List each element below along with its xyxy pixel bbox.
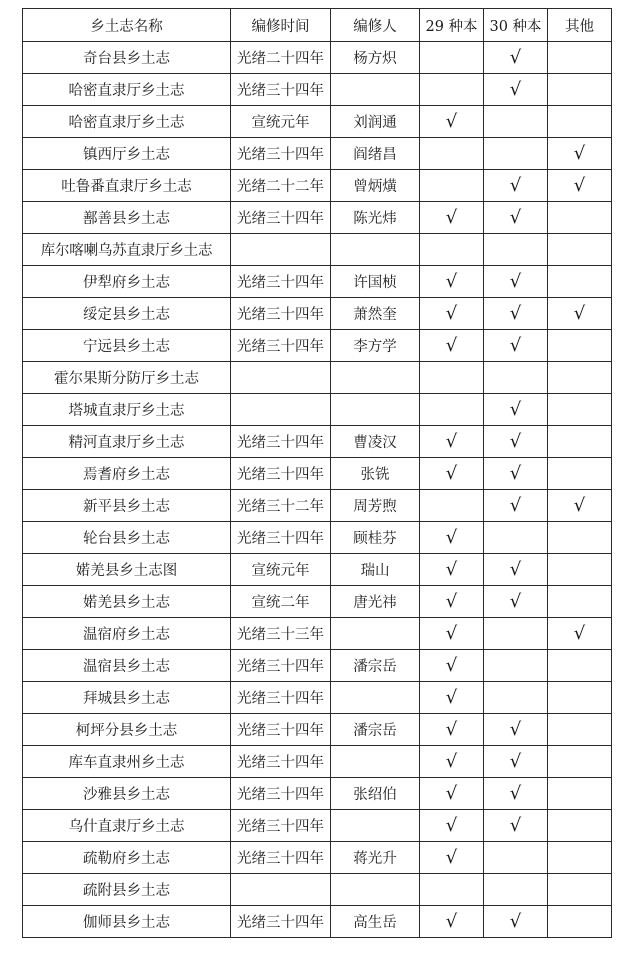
cell-time: 宣统元年 — [231, 554, 331, 586]
cell-name: 伊犁府乡土志 — [23, 266, 231, 298]
cell-other — [548, 458, 612, 490]
cell-name: 疏附县乡土志 — [23, 874, 231, 906]
cell-name: 新平县乡土志 — [23, 490, 231, 522]
header-time: 编修时间 — [231, 9, 331, 42]
cell-editor: 曹凌汉 — [331, 426, 420, 458]
cell-name: 鄯善县乡土志 — [23, 202, 231, 234]
cell-29-edition — [420, 394, 484, 426]
cell-30-edition — [484, 874, 548, 906]
cell-29-edition: √ — [420, 746, 484, 778]
cell-other — [548, 810, 612, 842]
cell-other — [548, 682, 612, 714]
cell-name: 婼羌县乡土志图 — [23, 554, 231, 586]
header-name: 乡土志名称 — [23, 9, 231, 42]
table-row — [23, 586, 612, 618]
cell-name: 温宿县乡土志 — [23, 650, 231, 682]
table-row — [23, 746, 612, 778]
cell-name: 霍尔果斯分防厅乡土志 — [23, 362, 231, 394]
table-row — [23, 650, 612, 682]
cell-editor — [331, 74, 420, 106]
cell-editor — [331, 362, 420, 394]
header-other: 其他 — [548, 9, 612, 42]
cell-name: 塔城直隶厅乡土志 — [23, 394, 231, 426]
cell-name: 伽师县乡土志 — [23, 906, 231, 938]
cell-name: 乌什直隶厅乡土志 — [23, 810, 231, 842]
cell-time: 光绪三十四年 — [231, 906, 331, 938]
cell-name: 拜城县乡土志 — [23, 682, 231, 714]
cell-30-edition: √ — [484, 554, 548, 586]
table-row — [23, 138, 612, 170]
cell-time: 光绪三十四年 — [231, 298, 331, 330]
cell-time: 光绪三十四年 — [231, 778, 331, 810]
cell-30-edition: √ — [484, 266, 548, 298]
table-header — [23, 9, 612, 42]
cell-29-edition: √ — [420, 842, 484, 874]
table-row — [23, 682, 612, 714]
cell-29-edition: √ — [420, 778, 484, 810]
cell-time: 光绪三十四年 — [231, 714, 331, 746]
cell-name: 精河直隶厅乡土志 — [23, 426, 231, 458]
cell-other — [548, 842, 612, 874]
table-row — [23, 874, 612, 906]
cell-other — [548, 362, 612, 394]
cell-editor: 潘宗岳 — [331, 650, 420, 682]
cell-time — [231, 234, 331, 266]
table-row — [23, 554, 612, 586]
cell-29-edition — [420, 490, 484, 522]
cell-other — [548, 650, 612, 682]
cell-other: √ — [548, 298, 612, 330]
cell-29-edition — [420, 874, 484, 906]
cell-name: 宁远县乡土志 — [23, 330, 231, 362]
cell-30-edition: √ — [484, 810, 548, 842]
table-row — [23, 778, 612, 810]
cell-name: 沙雅县乡土志 — [23, 778, 231, 810]
cell-name: 婼羌县乡土志 — [23, 586, 231, 618]
cell-29-edition: √ — [420, 522, 484, 554]
cell-other: √ — [548, 170, 612, 202]
cell-time: 光绪三十四年 — [231, 682, 331, 714]
table-row — [23, 906, 612, 938]
cell-time: 光绪三十四年 — [231, 266, 331, 298]
header-row — [23, 9, 612, 42]
cell-editor: 周芳煦 — [331, 490, 420, 522]
cell-editor: 蒋光升 — [331, 842, 420, 874]
cell-29-edition: √ — [420, 106, 484, 138]
cell-29-edition — [420, 170, 484, 202]
cell-editor: 瑞山 — [331, 554, 420, 586]
cell-other: √ — [548, 490, 612, 522]
table-row — [23, 714, 612, 746]
table-body — [23, 42, 612, 938]
table-row — [23, 426, 612, 458]
cell-29-edition: √ — [420, 330, 484, 362]
cell-time: 光绪三十四年 — [231, 138, 331, 170]
cell-other — [548, 586, 612, 618]
cell-other — [548, 394, 612, 426]
cell-editor: 刘润通 — [331, 106, 420, 138]
table-row — [23, 522, 612, 554]
cell-other — [548, 330, 612, 362]
table-row — [23, 266, 612, 298]
cell-time — [231, 874, 331, 906]
cell-name: 镇西厅乡土志 — [23, 138, 231, 170]
cell-editor: 顾桂芬 — [331, 522, 420, 554]
table-row — [23, 842, 612, 874]
table-row — [23, 202, 612, 234]
cell-time: 光绪三十四年 — [231, 746, 331, 778]
cell-30-edition: √ — [484, 330, 548, 362]
cell-30-edition — [484, 650, 548, 682]
cell-name: 焉耆府乡土志 — [23, 458, 231, 490]
cell-30-edition: √ — [484, 746, 548, 778]
cell-time: 光绪三十四年 — [231, 74, 331, 106]
cell-other — [548, 714, 612, 746]
cell-other — [548, 746, 612, 778]
cell-name: 库尔喀喇乌苏直隶厅乡土志 — [23, 234, 231, 266]
table-row — [23, 234, 612, 266]
cell-editor: 萧然奎 — [331, 298, 420, 330]
gazetteer-table — [22, 8, 612, 938]
header-editor: 编修人 — [331, 9, 420, 42]
cell-editor — [331, 874, 420, 906]
cell-29-edition — [420, 362, 484, 394]
cell-editor — [331, 394, 420, 426]
cell-name: 奇台县乡土志 — [23, 42, 231, 74]
cell-time: 宣统二年 — [231, 586, 331, 618]
cell-30-edition: √ — [484, 586, 548, 618]
cell-time — [231, 394, 331, 426]
table-row — [23, 74, 612, 106]
cell-name: 哈密直隶厅乡土志 — [23, 106, 231, 138]
cell-other — [548, 522, 612, 554]
cell-editor — [331, 810, 420, 842]
cell-30-edition — [484, 522, 548, 554]
cell-editor: 曾炳熿 — [331, 170, 420, 202]
cell-time — [231, 362, 331, 394]
cell-30-edition: √ — [484, 426, 548, 458]
cell-editor: 李方学 — [331, 330, 420, 362]
cell-29-edition: √ — [420, 810, 484, 842]
cell-editor — [331, 618, 420, 650]
cell-editor: 阎绪昌 — [331, 138, 420, 170]
cell-name: 哈密直隶厅乡土志 — [23, 74, 231, 106]
cell-29-edition — [420, 234, 484, 266]
table-row — [23, 298, 612, 330]
cell-other: √ — [548, 138, 612, 170]
table-row — [23, 362, 612, 394]
cell-30-edition: √ — [484, 490, 548, 522]
cell-30-edition: √ — [484, 458, 548, 490]
cell-time: 光绪三十四年 — [231, 202, 331, 234]
cell-other — [548, 906, 612, 938]
cell-29-edition: √ — [420, 906, 484, 938]
cell-30-edition: √ — [484, 714, 548, 746]
cell-time: 光绪三十四年 — [231, 650, 331, 682]
cell-editor: 唐光祎 — [331, 586, 420, 618]
cell-30-edition — [484, 138, 548, 170]
cell-time: 光绪三十四年 — [231, 458, 331, 490]
cell-other — [548, 42, 612, 74]
cell-other — [548, 234, 612, 266]
cell-time: 光绪二十二年 — [231, 170, 331, 202]
cell-30-edition — [484, 362, 548, 394]
cell-other — [548, 778, 612, 810]
cell-editor: 张铣 — [331, 458, 420, 490]
cell-29-edition: √ — [420, 554, 484, 586]
cell-30-edition: √ — [484, 42, 548, 74]
cell-30-edition: √ — [484, 394, 548, 426]
cell-name: 疏勒府乡土志 — [23, 842, 231, 874]
cell-30-edition: √ — [484, 170, 548, 202]
cell-time: 光绪三十三年 — [231, 618, 331, 650]
cell-editor — [331, 682, 420, 714]
cell-other — [548, 106, 612, 138]
table-row — [23, 42, 612, 74]
header-29-edition: 29 种本 — [420, 9, 484, 42]
table-row — [23, 170, 612, 202]
cell-time: 光绪二十四年 — [231, 42, 331, 74]
table-row — [23, 490, 612, 522]
table-row — [23, 330, 612, 362]
cell-time: 光绪三十四年 — [231, 810, 331, 842]
cell-29-edition: √ — [420, 298, 484, 330]
cell-name: 绥定县乡土志 — [23, 298, 231, 330]
cell-30-edition: √ — [484, 298, 548, 330]
cell-29-edition: √ — [420, 458, 484, 490]
table-row — [23, 106, 612, 138]
cell-name: 吐鲁番直隶厅乡土志 — [23, 170, 231, 202]
cell-29-edition: √ — [420, 266, 484, 298]
cell-name: 库车直隶州乡土志 — [23, 746, 231, 778]
cell-30-edition: √ — [484, 202, 548, 234]
cell-29-edition: √ — [420, 714, 484, 746]
cell-time: 宣统元年 — [231, 106, 331, 138]
cell-30-edition: √ — [484, 74, 548, 106]
table-row — [23, 394, 612, 426]
cell-time: 光绪三十四年 — [231, 842, 331, 874]
cell-time: 光绪三十四年 — [231, 522, 331, 554]
cell-editor: 高生岳 — [331, 906, 420, 938]
cell-editor: 潘宗岳 — [331, 714, 420, 746]
cell-other — [548, 202, 612, 234]
cell-editor — [331, 746, 420, 778]
cell-29-edition: √ — [420, 202, 484, 234]
cell-editor: 张绍伯 — [331, 778, 420, 810]
cell-editor: 杨方炽 — [331, 42, 420, 74]
cell-editor: 陈光炜 — [331, 202, 420, 234]
cell-30-edition — [484, 842, 548, 874]
cell-other: √ — [548, 618, 612, 650]
cell-name: 轮台县乡土志 — [23, 522, 231, 554]
cell-time: 光绪三十二年 — [231, 490, 331, 522]
cell-29-edition: √ — [420, 650, 484, 682]
cell-29-edition — [420, 42, 484, 74]
cell-time: 光绪三十四年 — [231, 330, 331, 362]
cell-name: 温宿府乡土志 — [23, 618, 231, 650]
cell-name: 柯坪分县乡土志 — [23, 714, 231, 746]
cell-editor: 许国桢 — [331, 266, 420, 298]
cell-30-edition: √ — [484, 778, 548, 810]
cell-time: 光绪三十四年 — [231, 426, 331, 458]
table-row — [23, 618, 612, 650]
cell-other — [548, 554, 612, 586]
cell-30-edition — [484, 106, 548, 138]
cell-29-edition: √ — [420, 426, 484, 458]
cell-editor — [331, 234, 420, 266]
cell-30-edition — [484, 682, 548, 714]
table-row — [23, 810, 612, 842]
cell-30-edition — [484, 618, 548, 650]
cell-30-edition — [484, 234, 548, 266]
cell-29-edition: √ — [420, 682, 484, 714]
header-30-edition: 30 种本 — [484, 9, 548, 42]
cell-other — [548, 874, 612, 906]
table-row — [23, 458, 612, 490]
cell-29-edition: √ — [420, 586, 484, 618]
cell-other — [548, 266, 612, 298]
cell-other — [548, 74, 612, 106]
cell-29-edition: √ — [420, 618, 484, 650]
cell-other — [548, 426, 612, 458]
cell-29-edition — [420, 138, 484, 170]
cell-30-edition: √ — [484, 906, 548, 938]
cell-29-edition — [420, 74, 484, 106]
